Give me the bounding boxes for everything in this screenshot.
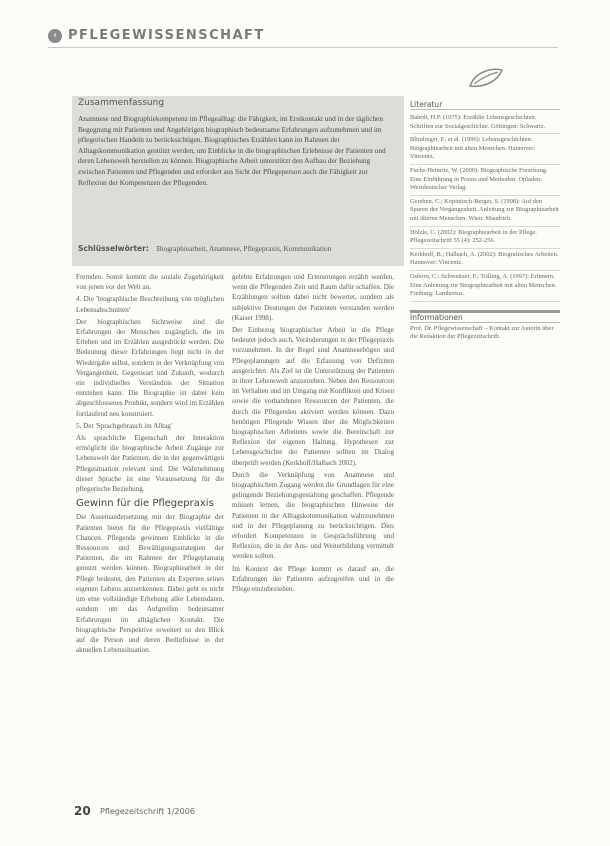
references-heading: Literatur [410, 100, 560, 110]
reference-item: Kerkhoff, B.; Halbach, A. (2002): Biografisches Arbeiten. Hannover: Vincentz. [410, 249, 560, 271]
chevron-left-icon: ‹ [48, 29, 62, 43]
paragraph: Fremden. Somit kommt die soziale Zugehörigkeit von jenen vor der Welt an. [76, 273, 224, 292]
paragraph: Der biographischen Sichtweise sind die Erfahrungen der Menschen zugänglich, die im Erleben und im Erzählen ausgedrückt werden. Die Bedeutung dieser Erfahrungen liegt nicht in der Wiedergabe selbst, sondern in der Verknüpfung von Vergangenheit, Gegenwart und Zukunft, wodurch ein individuelles Verständnis der Situation entstehen kann. Die Biographie ist dabei kein abgeschlossenes Produkt, sondern wird im Erzählen fortlaufend neu konstruiert. [76, 317, 224, 418]
reference-item: Hölzle, C. (2002): Biographiearbeit in der Pflege. Pflegezeitschrift 55 (4): 252-256. [410, 227, 560, 249]
section-header [48, 26, 558, 48]
reference-item: Osborn, C.; Schweitzer, P.; Trilling, A. (1997): Erinnern. Eine Anleitung zur Biographiearbeit mit alten Menschen. Freiburg: Lambertus. [410, 271, 560, 302]
summary-body: Anamnese und Biographiekompetenz im Pflegealltag: die Fähigkeit, im Erstkontakt und in der täglichen Begegnung mit Patienten und Angehörigen biographisch bedeutsame Erfahrungen aufzunehmen und im pflegerischen Handeln zu berücksichtigen. Biographisches Erzählen kann im Rahmen der Alltagskommunikation gestützt werden, um Einblicke in die biographischen Erlebnisse der Patienten und deren Lebenswelt herstellen zu können. Biographische Arbeit unterstützt den Aufbau der Beziehung zwischen Patienten und Pflegenden und erfordert aus Sicht der Pflegeperson auch die Fähigkeit zur Reflexion der Kompetenzen der Pflegenden. [78, 114, 386, 187]
reference-item: Blimlinger, E. et al. (1996): Lebensgeschichten. Biographiearbeit mit alten Menschen. Hannover: Vincentz. [410, 134, 560, 165]
section-heading: Gewinn für die Pflegepraxis [76, 498, 214, 510]
paragraph: Die Auseinandersetzung mit der Biographie der Patienten bietet für die Pflegepraxis vielfältige Chancen. Pflegende gewinnen Einblicke in die Ressourcen und Bewältigungsstrategien der Patienten, die im Rahmen der Pflegeplanung genutzt werden können. Biographiearbeit in der Pflege bedeutet, den Patienten als Experten seines eigenen Lebens anzuerkennen. Dabei geht es nicht um eine vollständige Erhebung aller Lebensdaten, sondern um das Aufgreifen bedeutsamer Erfahrungen im alltäglichen Kontakt. Die biographische Perspektive erweitert so den Blick auf die Person und deren Bedürfnisse in der aktuellen Lebenssituation. [76, 513, 224, 655]
paragraph: 5. Der 'Sprachgebrauch im Alltag' [76, 421, 173, 430]
summary-heading: Zusammenfassung [78, 98, 165, 108]
reference-item: Gereben, C.; Kopinitsch-Berger, S. (1998): Auf den Spuren der Vergangenheit. Anleitung zur Biographiearbeit mit älteren Menschen. Wien: Maudrich. [410, 196, 560, 227]
keywords-line [78, 244, 398, 253]
paragraph: gelebte Erfahrungen und Erinnerungen erzählt werden, wenn die Pflegenden Zeit und Raum dafür schaffen. Die Erzählungen sollten dabei nicht bewertet, sondern als subjektive Deutungen der Patienten verstanden werden (Kaiser 1998). [232, 273, 394, 322]
info-heading: Informationen [410, 313, 560, 323]
section-title: PFLEGEWISSENSCHAFT [68, 28, 265, 43]
paragraph: Durch die Verknüpfung von Anamnese und biographischem Zugang werden die Grundlagen für eine gelingende Beziehungsgestaltung geschaffen. Pflegende müssen lernen, die biographischen Hinweise der Patienten in der Alltagskommunikation wahrzunehmen und in der Pflegeplanung zu berücksichtigen. Dies erfordert Kompetenzen in Gesprächsführung und Reflexion, die in der Aus- und Weiterbildung vermittelt werden sollten. [232, 470, 394, 561]
paragraph: Der Einbezug biographischer Arbeit in die Pflege bedeutet jedoch auch, Veränderungen in der Pflegepraxis vorzunehmen. In der Regel sind Anamnesebögen und Pflegeplanungen auf die Erfassung von Defiziten ausgerichtet. Als Ziel ist die Unterstützung der Patienten in ihrer Lebenswelt anzustreben. Neben den Ressourcen im Verhalten und im Umgang mit Konflikten und Krisen sowie die vorhandenen Ressourcen der Patienten, die durch die Pflegenden aktiviert werden können. Dazu benötigen Pflegende Wissen über die Möglichkeiten biographischen Arbeitens sowie die Bereitschaft zur Reflexion der eigenen Haltung. Hypothesen zur Lebensgeschichte der Patienten sollten im Dialog überprüft werden (Kerkhoff/Halbach 2002). [232, 326, 394, 467]
article-column-1 [76, 272, 224, 657]
leaf-icon [466, 66, 506, 90]
info-box [410, 310, 560, 342]
keywords-label: Schlüsselwörter: [78, 244, 149, 253]
journal-name: Pflegezeitschrift 1/2006 [100, 807, 195, 816]
paragraph: Im Kontext der Pflege kommt es darauf an, die Erfahrungen der Patienten aufzugreifen und in die Pflege einzubeziehen. [232, 564, 394, 594]
reference-item: Bahrdt, H.P. (1975): Erzählte Lebensgeschichten. Schriften zur Sozialgeschichte. Göttingen: Schwartz. [410, 112, 560, 134]
paragraph: 4. Die 'biographische Beschreibung von möglichen Lebensabschnitten' [76, 295, 224, 314]
article-column-2 [232, 272, 394, 596]
keywords-text: Biographiearbeit, Anamnese, Pflegepraxis, Kommunikation [156, 244, 332, 253]
references-sidebar [410, 100, 560, 342]
header-rule [48, 47, 558, 48]
info-text: Prof. Dr. Pflegewissenschaft – Kontakt zur Autorin über die Redaktion der Pflegezeitschrift. [410, 324, 554, 341]
paragraph: Als sprachliche Eigenschaft der Interaktion ermöglicht die biographische Arbeit Zugänge zur Lebenswelt der Patienten, die in der gegenwärtigen Pflegesituation relevant sind. Die Wahrnehmung dieser Sprache ist eine Voraussetzung für die pflegerische Beziehung. [76, 434, 224, 494]
reference-item: Fuchs-Heinritz, W. (2000): Biographische Forschung. Eine Einführung in Praxis und Methoden. Opladen: Westdeutscher Verlag. [410, 165, 560, 196]
page-number: 20 [74, 804, 91, 818]
summary-box [72, 96, 404, 266]
